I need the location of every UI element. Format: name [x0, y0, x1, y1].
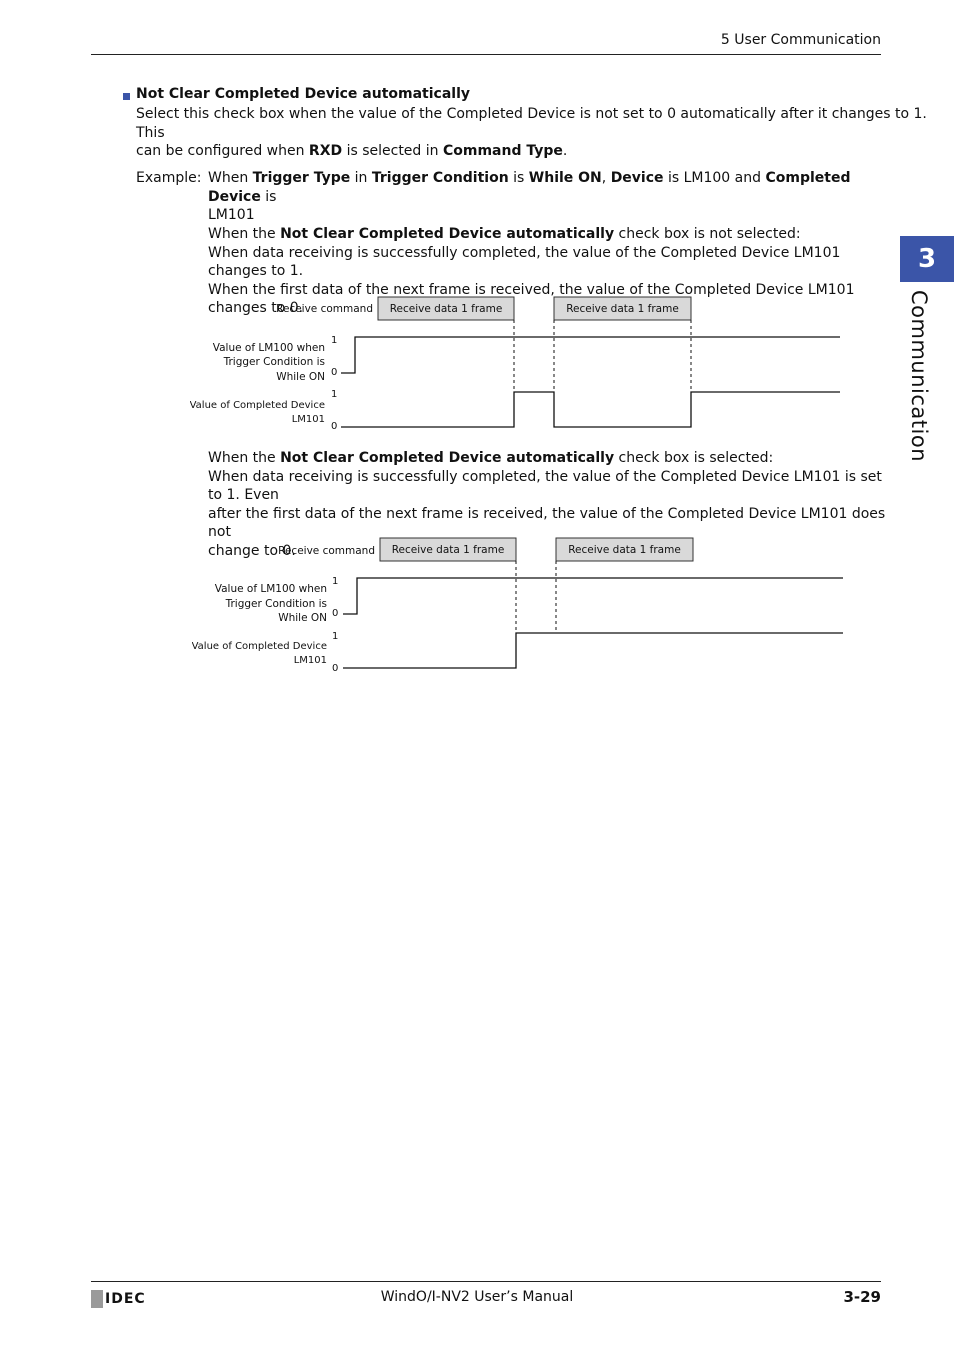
- frame-box-label: Receive data 1 frame: [566, 303, 679, 315]
- case-selected-line-2: When data receiving is successfully completed, the value of the Completed Device LM101 is set to 1. Even: [208, 468, 882, 503]
- text-run: is LM100 and: [663, 170, 766, 186]
- receive-command-label: Receive command: [278, 545, 375, 557]
- text-run-bold: Trigger Condition: [371, 170, 509, 186]
- text-run: can be configured when: [136, 143, 309, 159]
- completed-device-waveform: [341, 392, 840, 427]
- lm100-label: Value of LM100 when: [214, 583, 327, 595]
- text-run: ,: [601, 170, 611, 186]
- frame-box-label: Receive data 1 frame: [389, 303, 503, 315]
- timing-diagram-not-selected: [190, 290, 860, 444]
- completed-device-label: Value of Completed Device: [192, 641, 327, 652]
- level-high-label: 1: [331, 335, 338, 346]
- chapter-tab-number: 3: [900, 236, 954, 282]
- text-run: check box is selected:: [614, 450, 774, 466]
- frame-box-label: Receive data 1 frame: [391, 544, 505, 556]
- completed-device-label: Value of Completed Device: [190, 400, 325, 411]
- logo-text: IDEC: [105, 1291, 146, 1307]
- level-low-label: 0: [332, 608, 339, 619]
- lm100-waveform: [343, 578, 843, 614]
- text-run: is selected in: [342, 143, 443, 159]
- text-run: in: [350, 170, 372, 186]
- chapter-tab-label: Communication: [907, 290, 931, 463]
- case-not-selected-line-2: When data receiving is successfully completed, the value of the Completed Device LM101 changes to 1.: [208, 244, 841, 279]
- case-selected-heading: [208, 449, 888, 468]
- text-run-bold: Command Type: [442, 143, 563, 159]
- text-run-bold: Completed Device: [208, 170, 851, 205]
- bullet-square-icon: [123, 93, 130, 100]
- lm100-label: Value of LM100 when: [212, 342, 325, 354]
- text-run-bold: While ON: [528, 170, 602, 186]
- level-high-label: 1: [332, 576, 339, 587]
- example-line-2: LM101: [208, 207, 255, 223]
- text-run-bold: RXD: [308, 143, 343, 159]
- header-rule: [91, 54, 881, 55]
- text-run: .: [562, 143, 568, 159]
- timing-diagram-selected: [192, 531, 862, 685]
- completed-device-label: LM101: [291, 414, 325, 425]
- level-high-label: 1: [332, 631, 339, 642]
- case-not-selected-line-3: When the first data of the next frame is received, the value of the Completed Device LM101 changes to 0.: [208, 281, 855, 316]
- lm100-label: While ON: [278, 612, 327, 624]
- text-run: is: [260, 188, 277, 205]
- text-run: check box is not selected:: [614, 226, 801, 242]
- case-selected-line-3: after the first data of the next frame is received, the value of the Completed Device LM101 does not: [208, 505, 886, 540]
- footer-rule: [91, 1281, 881, 1282]
- case-selected-line-4: change to 0.: [208, 542, 296, 559]
- example-line-1: [208, 169, 880, 206]
- description-line-1: Select this check box when the value of the Completed Device is not set to 0 automatically after it changes to 1. This: [136, 106, 927, 141]
- level-high-label: 1: [331, 389, 338, 400]
- completed-device-label: LM101: [293, 655, 327, 666]
- text-run: When the: [208, 450, 281, 466]
- level-low-label: 0: [332, 663, 339, 674]
- case-not-selected-heading: [208, 225, 888, 244]
- running-header: 5 User Communication: [720, 32, 881, 48]
- lm100-label: Trigger Condition is: [223, 356, 325, 368]
- text-run-bold: Not Clear Completed Device automatically: [280, 226, 615, 242]
- text-run: When the: [208, 226, 281, 242]
- text-run-bold: Device: [610, 170, 664, 186]
- section-title: Not Clear Completed Device automatically: [136, 86, 471, 102]
- lm100-waveform: [341, 337, 840, 373]
- example-text: [208, 169, 880, 225]
- level-low-label: 0: [331, 367, 338, 378]
- completed-device-waveform: [343, 633, 843, 668]
- text-run-bold: Trigger Type: [252, 170, 351, 186]
- page-number: 3-29: [843, 1288, 881, 1306]
- lm100-label: While ON: [276, 371, 325, 383]
- level-low-label: 0: [331, 421, 338, 432]
- text-run: When: [208, 170, 253, 186]
- lm100-label: Trigger Condition is: [225, 598, 327, 610]
- manual-title: WindO/I-NV2 User’s Manual: [380, 1289, 574, 1305]
- text-run: is: [508, 170, 529, 186]
- text-run-bold: Not Clear Completed Device automatically: [280, 450, 615, 466]
- example-label: Example:: [136, 170, 202, 186]
- receive-command-label: Receive command: [276, 303, 373, 315]
- description-line-2: [136, 142, 954, 161]
- section-description: [136, 105, 954, 161]
- frame-box-label: Receive data 1 frame: [568, 544, 681, 556]
